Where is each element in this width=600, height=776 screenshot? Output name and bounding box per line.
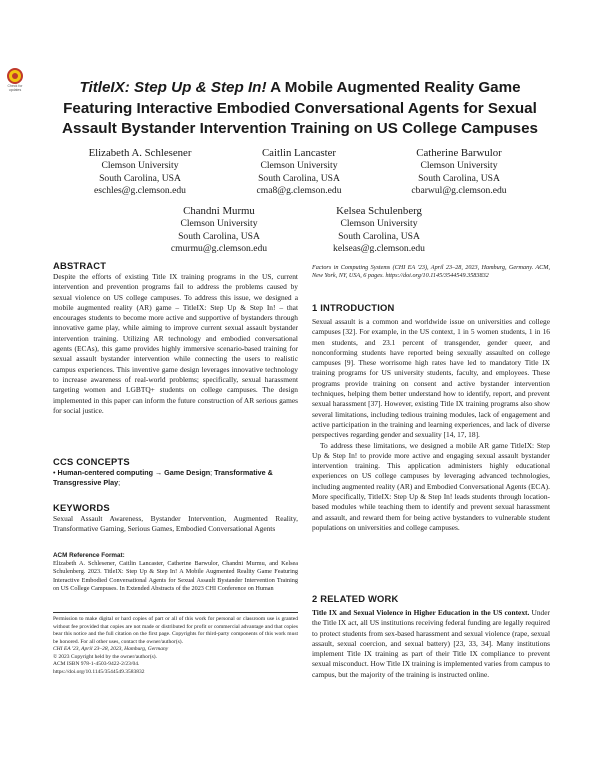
abstract-section [53,260,298,416]
author-location: South Carolina, USA [418,172,500,184]
author-block [224,146,374,198]
related-work-section [312,593,550,680]
introduction-section [312,302,550,533]
author-location: South Carolina, USA [99,172,181,184]
ccs-end: ; [118,478,121,487]
author-email[interactable]: kelseas@g.clemson.edu [333,243,425,255]
author-location: South Carolina, USA [258,172,340,184]
author-block [144,204,294,256]
author-name: Caitlin Lancaster [261,147,337,159]
acm-reference [53,551,298,594]
intro-paragraph: To address these limitations, we designed a mobile AR game TitleIX: Step Up & Step In! to provide more active and engaging sexual assault bystander intervention training. This application administers highly educational experiences on US college campuses by leveraging advanced technologies, including augmented reality (AR) and Embodied Conversational Agents (ECA). More specifically, TitleIX: Step Up & Step In! leads students through location-based modules while teaching them to identify and prevent sexual harassment and assault, and reward them for being active bystanders to vulnerable student populations on universities and college campuses. [312,440,550,532]
abstract-text: Despite the efforts of existing Title IX training programs in the US, current intervention and prevention programs fail to address the problems caused by sexual violence on US college campuses. To address this issue, we designed a mobile augmented reality (AR) game – TitleIX: Step Up & Step In! – that encourages students to become more active and supportive of bystanders through innovative game play, while aiming to improve current sexual assault bystander intervention training. Utilizing AR technology and embodied conversational agents (ECAs), this game provides highly immersive scenario-based training for sexual assault bystander intervention while connecting the users to realistic campus experiences. This inventive game design leverages innovative technology to increase awareness of real-world problems; specifically, sexual harassment targeting women and LGBTQ+ students on college campuses. The design implemented in this paper can inform the future construction of AR serious games for social justice. [53,272,298,415]
reference-continued [312,264,550,281]
related-work-heading: 2 RELATED WORK [312,593,399,604]
permission-text: Permission to make digital or hard copies of part or all of this work for personal or classroom use is granted without fee provided that copies are not made or distributed for profit or commercial advantage and that copies bear this notice and the full citation on the first page. Copyrights for third-party components of this work must be honored. For all other uses, contact the owner/author(s). [53,616,298,645]
reference-continued-text: Factors in Computing Systems (CHI EA '23), April 23–28, 2023, Hamburg, Germany. ACM, New York, NY, USA, 6 pages. https://doi.org/10.1145/3544549.3583832 [312,264,550,280]
chi-award-icon [7,68,23,84]
author-name: Chandni Murmu [183,205,255,217]
keywords-heading: KEYWORDS [53,502,110,513]
ccs-heading: CCS CONCEPTS [53,456,130,467]
permission-block [53,616,298,676]
reference-heading: ACM Reference Format: [53,552,125,559]
badge-label: Check for updates [7,84,23,92]
check-for-updates-badge[interactable] [3,68,27,92]
author-location: South Carolina, USA [338,230,420,242]
keywords-text: Sexual Assault Awareness, Bystander Intervention, Augmented Reality, Transformative Gaming, Serious Games, Embodied Conversational Agents [53,514,298,534]
ccs-concept-play: Transformative & Transgressive Play [53,468,273,487]
related-work-paragraph [312,608,550,680]
author-affiliation: Clemson University [180,218,258,229]
author-email[interactable]: cma8@g.clemson.edu [256,185,342,197]
reference-text: Elizabeth A. Schlesener, Caitlin Lancaster, Catherine Barwulor, Chandni Murmu, and Kelsea Schulenberg. 2023. TitleIX: Step Up & Step In! A Mobile Augmented Reality Game Featuring Interactive Embodied Conversational Agents for Sexual Assault Bystander Intervention Training on US College Campuses. In Extended Abstracts of the 2023 CHI Conference on Human [53,560,298,593]
author-email[interactable]: eschles@g.clemson.edu [94,185,186,197]
keywords-section [53,502,298,535]
author-name: Kelsea Schulenberg [336,205,422,217]
ccs-concept-hcc: Human-centered computing [57,468,153,477]
doi-link[interactable]: https://doi.org/10.1145/3544549.3583832 [53,668,145,675]
copyright-line: © 2023 Copyright held by the owner/author(s). [53,653,157,660]
related-text: Under the Title IX act, all US institutions receiving federal funding are legally required to protect students from sex-based harassment and sexual violence (rape, sexual assault, sexual coercion, and sexual battery) [23, 33, 34]. Many institutions implement Title IX training as part of their Title IX compliance to prevent sexual misconduct. How Title IX training is implemented varies from campus to campus, but the majority of the training is instructed online. [312,608,550,679]
author-email[interactable]: cmurmu@g.clemson.edu [170,243,268,255]
footnote-divider [53,612,298,613]
related-subheading: Title IX and Sexual Violence in Higher Education in the US context. [312,608,530,617]
venue-line: CHI EA '23, April 23–28, 2023, Hamburg, Germany [53,646,169,652]
author-name: Catherine Barwulor [416,147,502,159]
author-affiliation: Clemson University [260,160,338,171]
intro-paragraph: Sexual assault is a common and worldwide issue on universities and college campuses [32]. For example, in the US context, 1 in 5 women students, 1 in 16 men students, and 23.1 percent of transgender, gender queer, and nonconforming students have reported being sexually assaulted on college campuses [9]. These worrisome high rates have led to mandatory Title IX training programs for US university students, faculty, and employees. These programs provide training on consent and active bystander intervention techniques, helping them better understand how to identify, report, and prevent sexual harassment [37]. However, existing Title IX training programs also show several limitations, including tedious training modules, lack of engagement and active participation in the training and learning experiences, and lack of diverse perspectives regarding gender and sexuality [14, 17, 18]. [312,317,550,440]
introduction-heading: 1 INTRODUCTION [312,302,395,313]
author-block [384,146,534,198]
ccs-concept-game-design: Game Design [164,468,211,477]
abstract-heading: ABSTRACT [53,260,107,271]
author-affiliation: Clemson University [101,160,179,171]
author-block [304,204,454,256]
author-affiliation: Clemson University [420,160,498,171]
paper-title [50,78,550,140]
title-rest: A Mobile Augmented Reality Game Featuring Interactive Embodied Conversational Agents for Sexual Assault Bystander Intervention Training on US College Campuses [62,79,538,137]
title-game-name: TitleIX: Step Up & Step In! [79,79,267,96]
isbn-line: ACM ISBN 978-1-4503-9422-2/23/04. [53,661,140,667]
author-affiliation: Clemson University [340,218,418,229]
author-block [65,146,215,198]
ccs-arrow: → [154,468,163,477]
author-email[interactable]: cbarwul@g.clemson.edu [411,185,507,197]
ccs-concepts [53,468,298,488]
author-name: Elizabeth A. Schlesener [88,147,192,159]
ccs-section [53,456,298,488]
ccs-bullet: • [53,468,56,477]
author-location: South Carolina, USA [178,230,260,242]
ccs-separator: ; [210,468,213,477]
